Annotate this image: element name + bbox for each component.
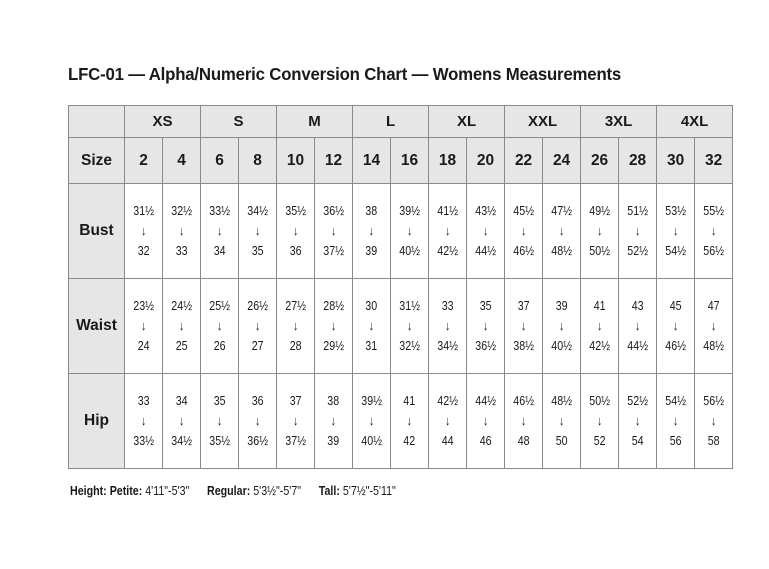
measurement-cell	[467, 184, 505, 279]
down-arrow-icon: ↓	[444, 223, 451, 238]
alpha-size-s: S	[201, 106, 277, 138]
numeric-size-30: 30	[657, 138, 695, 184]
range-from: 36	[251, 393, 264, 408]
range-from: 26½	[247, 298, 268, 313]
numeric-size-18: 18	[429, 138, 467, 184]
down-arrow-icon: ↓	[178, 413, 185, 428]
range-from: 33	[441, 298, 454, 313]
range-from: 54½	[665, 393, 686, 408]
range-from: 46½	[513, 393, 534, 408]
alpha-size-4xl: 4XL	[657, 106, 733, 138]
down-arrow-icon: ↓	[520, 413, 527, 428]
numeric-size-6: 6	[201, 138, 239, 184]
down-arrow-icon: ↓	[178, 318, 185, 333]
down-arrow-icon: ↓	[368, 223, 375, 238]
numeric-size-10: 10	[277, 138, 315, 184]
range-to: 35½	[209, 433, 230, 448]
range-to: 34½	[437, 338, 458, 353]
range-from: 47½	[551, 203, 572, 218]
down-arrow-icon: ↓	[672, 318, 679, 333]
down-arrow-icon: ↓	[140, 413, 147, 428]
down-arrow-icon: ↓	[254, 318, 261, 333]
measurement-cell	[239, 184, 277, 279]
petite-value: 4'11"-5'3"	[145, 483, 190, 498]
alpha-size-xxl: XXL	[505, 106, 581, 138]
measurement-cell	[277, 374, 315, 469]
range-from: 42½	[437, 393, 458, 408]
down-arrow-icon: ↓	[178, 223, 185, 238]
down-arrow-icon: ↓	[482, 223, 489, 238]
down-arrow-icon: ↓	[634, 318, 641, 333]
measurement-cell	[581, 279, 619, 374]
range-to: 29½	[323, 338, 344, 353]
measurement-cell	[505, 184, 543, 279]
range-from: 47	[707, 298, 720, 313]
down-arrow-icon: ↓	[368, 318, 375, 333]
measurement-cell	[353, 279, 391, 374]
range-to: 35	[251, 243, 264, 258]
range-from: 39	[555, 298, 568, 313]
alpha-size-l: L	[353, 106, 429, 138]
measurement-cell	[163, 184, 201, 279]
measurement-cell	[353, 374, 391, 469]
measurement-row-hip	[69, 374, 733, 469]
range-to: 44	[441, 433, 454, 448]
range-to: 40½	[399, 243, 420, 258]
range-to: 37½	[285, 433, 306, 448]
measurement-cell	[619, 279, 657, 374]
measurement-cell	[695, 374, 733, 469]
numeric-size-row	[69, 138, 733, 184]
range-to: 37½	[323, 243, 344, 258]
down-arrow-icon: ↓	[634, 413, 641, 428]
range-to: 40½	[551, 338, 572, 353]
down-arrow-icon: ↓	[520, 318, 527, 333]
tall-label: Tall:	[318, 483, 340, 498]
measurement-cell	[467, 279, 505, 374]
range-from: 36½	[323, 203, 344, 218]
range-from: 30	[365, 298, 378, 313]
numeric-size-8: 8	[239, 138, 277, 184]
measurement-cell	[315, 374, 353, 469]
range-to: 48½	[703, 338, 724, 353]
numeric-size-28: 28	[619, 138, 657, 184]
range-from: 44½	[475, 393, 496, 408]
range-from: 53½	[665, 203, 686, 218]
regular-value: 5'3½"-5'7"	[253, 483, 302, 498]
range-to: 36½	[475, 338, 496, 353]
range-to: 46½	[513, 243, 534, 258]
down-arrow-icon: ↓	[482, 318, 489, 333]
range-from: 52½	[627, 393, 648, 408]
down-arrow-icon: ↓	[292, 318, 299, 333]
alpha-size-m: M	[277, 106, 353, 138]
range-from: 38	[327, 393, 340, 408]
measurement-cell	[657, 374, 695, 469]
range-to: 33½	[133, 433, 154, 448]
range-from: 41½	[437, 203, 458, 218]
measurement-cell	[467, 374, 505, 469]
down-arrow-icon: ↓	[292, 413, 299, 428]
range-from: 33	[137, 393, 150, 408]
measurement-row-bust	[69, 184, 733, 279]
range-from: 41	[403, 393, 416, 408]
range-from: 37	[289, 393, 302, 408]
measurement-cell	[657, 184, 695, 279]
petite-label: Petite:	[109, 483, 143, 498]
range-to: 52½	[627, 243, 648, 258]
down-arrow-icon: ↓	[292, 223, 299, 238]
range-from: 45	[669, 298, 682, 313]
range-to: 24	[137, 338, 150, 353]
range-to: 36	[289, 243, 302, 258]
measurement-cell	[581, 184, 619, 279]
range-from: 48½	[551, 393, 572, 408]
measurement-cell	[505, 279, 543, 374]
range-from: 31½	[133, 203, 154, 218]
range-to: 42½	[589, 338, 610, 353]
numeric-size-2: 2	[125, 138, 163, 184]
range-to: 48½	[551, 243, 572, 258]
range-to: 50	[555, 433, 568, 448]
down-arrow-icon: ↓	[482, 413, 489, 428]
measurement-cell	[695, 184, 733, 279]
regular-label: Regular:	[207, 483, 251, 498]
range-from: 56½	[703, 393, 724, 408]
alpha-size-xs: XS	[125, 106, 201, 138]
range-from: 23½	[133, 298, 154, 313]
height-footer	[70, 483, 396, 498]
down-arrow-icon: ↓	[558, 318, 565, 333]
range-from: 34½	[247, 203, 268, 218]
down-arrow-icon: ↓	[140, 318, 147, 333]
range-from: 39½	[361, 393, 382, 408]
measurement-cell	[315, 184, 353, 279]
measurement-cell	[353, 184, 391, 279]
range-to: 39	[327, 433, 340, 448]
down-arrow-icon: ↓	[216, 318, 223, 333]
down-arrow-icon: ↓	[520, 223, 527, 238]
down-arrow-icon: ↓	[368, 413, 375, 428]
measurement-cell	[543, 279, 581, 374]
range-to: 54½	[665, 243, 686, 258]
down-arrow-icon: ↓	[558, 223, 565, 238]
row-label: Waist	[69, 279, 125, 374]
range-from: 25½	[209, 298, 230, 313]
range-from: 49½	[589, 203, 610, 218]
row-label: Hip	[69, 374, 125, 469]
range-to: 34	[213, 243, 226, 258]
range-from: 38	[365, 203, 378, 218]
range-to: 40½	[361, 433, 382, 448]
down-arrow-icon: ↓	[710, 413, 717, 428]
range-from: 55½	[703, 203, 724, 218]
measurement-cell	[201, 184, 239, 279]
size-conversion-table	[68, 105, 733, 469]
down-arrow-icon: ↓	[634, 223, 641, 238]
down-arrow-icon: ↓	[406, 223, 413, 238]
measurement-cell	[543, 374, 581, 469]
range-to: 27	[251, 338, 264, 353]
down-arrow-icon: ↓	[216, 223, 223, 238]
measurement-row-waist	[69, 279, 733, 374]
numeric-size-22: 22	[505, 138, 543, 184]
alpha-size-xl: XL	[429, 106, 505, 138]
down-arrow-icon: ↓	[216, 413, 223, 428]
range-to: 42½	[437, 243, 458, 258]
measurement-cell	[429, 279, 467, 374]
range-to: 50½	[589, 243, 610, 258]
measurement-cell	[505, 374, 543, 469]
measurement-cell	[201, 279, 239, 374]
range-to: 48	[517, 433, 530, 448]
measurement-cell	[619, 184, 657, 279]
range-to: 32½	[399, 338, 420, 353]
range-to: 31	[365, 338, 378, 353]
measurement-cell	[429, 374, 467, 469]
range-from: 35½	[285, 203, 306, 218]
measurement-cell	[163, 279, 201, 374]
measurement-cell	[277, 184, 315, 279]
range-from: 31½	[399, 298, 420, 313]
range-from: 51½	[627, 203, 648, 218]
range-to: 36½	[247, 433, 268, 448]
measurement-cell	[239, 279, 277, 374]
down-arrow-icon: ↓	[444, 318, 451, 333]
measurement-cell	[695, 279, 733, 374]
numeric-size-20: 20	[467, 138, 505, 184]
range-to: 38½	[513, 338, 534, 353]
down-arrow-icon: ↓	[330, 223, 337, 238]
measurement-cell	[277, 279, 315, 374]
range-to: 44½	[627, 338, 648, 353]
range-from: 41	[593, 298, 606, 313]
range-to: 56½	[703, 243, 724, 258]
measurement-cell	[125, 184, 163, 279]
range-to: 25	[175, 338, 188, 353]
range-to: 58	[707, 433, 720, 448]
range-from: 28½	[323, 298, 344, 313]
numeric-size-16: 16	[391, 138, 429, 184]
range-from: 34	[175, 393, 188, 408]
measurement-cell	[315, 279, 353, 374]
range-from: 27½	[285, 298, 306, 313]
measurement-cell	[429, 184, 467, 279]
measurement-cell	[201, 374, 239, 469]
range-from: 50½	[589, 393, 610, 408]
range-to: 33	[175, 243, 188, 258]
down-arrow-icon: ↓	[672, 413, 679, 428]
down-arrow-icon: ↓	[254, 413, 261, 428]
measurement-cell	[391, 279, 429, 374]
measurement-cell	[239, 374, 277, 469]
range-from: 33½	[209, 203, 230, 218]
range-to: 42	[403, 433, 416, 448]
numeric-size-12: 12	[315, 138, 353, 184]
range-from: 43	[631, 298, 644, 313]
chart-title: LFC-01 — Alpha/Numeric Conversion Chart — Womens Measurements	[68, 64, 622, 84]
alpha-size-3xl: 3XL	[581, 106, 657, 138]
measurement-cell	[163, 374, 201, 469]
size-label: Size	[69, 138, 125, 184]
range-to: 46	[479, 433, 492, 448]
measurement-cell	[543, 184, 581, 279]
range-to: 39	[365, 243, 378, 258]
down-arrow-icon: ↓	[444, 413, 451, 428]
numeric-size-14: 14	[353, 138, 391, 184]
down-arrow-icon: ↓	[710, 223, 717, 238]
down-arrow-icon: ↓	[330, 413, 337, 428]
measurement-cell	[657, 279, 695, 374]
corner-cell	[69, 106, 125, 138]
down-arrow-icon: ↓	[596, 413, 603, 428]
down-arrow-icon: ↓	[140, 223, 147, 238]
range-from: 43½	[475, 203, 496, 218]
down-arrow-icon: ↓	[254, 223, 261, 238]
down-arrow-icon: ↓	[330, 318, 337, 333]
range-to: 54	[631, 433, 644, 448]
down-arrow-icon: ↓	[710, 318, 717, 333]
measurement-cell	[619, 374, 657, 469]
down-arrow-icon: ↓	[406, 413, 413, 428]
range-from: 24½	[171, 298, 192, 313]
range-from: 35	[213, 393, 226, 408]
numeric-size-32: 32	[695, 138, 733, 184]
down-arrow-icon: ↓	[406, 318, 413, 333]
numeric-size-4: 4	[163, 138, 201, 184]
measurement-cell	[391, 374, 429, 469]
measurement-cell	[125, 374, 163, 469]
measurement-cell	[125, 279, 163, 374]
range-to: 28	[289, 338, 302, 353]
numeric-size-24: 24	[543, 138, 581, 184]
down-arrow-icon: ↓	[558, 413, 565, 428]
tall-value: 5'7½"-5'11"	[342, 483, 396, 498]
range-to: 46½	[665, 338, 686, 353]
down-arrow-icon: ↓	[596, 223, 603, 238]
down-arrow-icon: ↓	[672, 223, 679, 238]
range-to: 34½	[171, 433, 192, 448]
range-from: 35	[479, 298, 492, 313]
range-from: 37	[517, 298, 530, 313]
alpha-size-row	[69, 106, 733, 138]
range-from: 45½	[513, 203, 534, 218]
range-to: 26	[213, 338, 226, 353]
range-from: 39½	[399, 203, 420, 218]
range-to: 44½	[475, 243, 496, 258]
height-label: Height:	[70, 483, 107, 498]
row-label: Bust	[69, 184, 125, 279]
range-to: 32	[137, 243, 150, 258]
numeric-size-26: 26	[581, 138, 619, 184]
range-to: 52	[593, 433, 606, 448]
down-arrow-icon: ↓	[596, 318, 603, 333]
range-to: 56	[669, 433, 682, 448]
range-from: 32½	[171, 203, 192, 218]
measurement-cell	[391, 184, 429, 279]
measurement-cell	[581, 374, 619, 469]
